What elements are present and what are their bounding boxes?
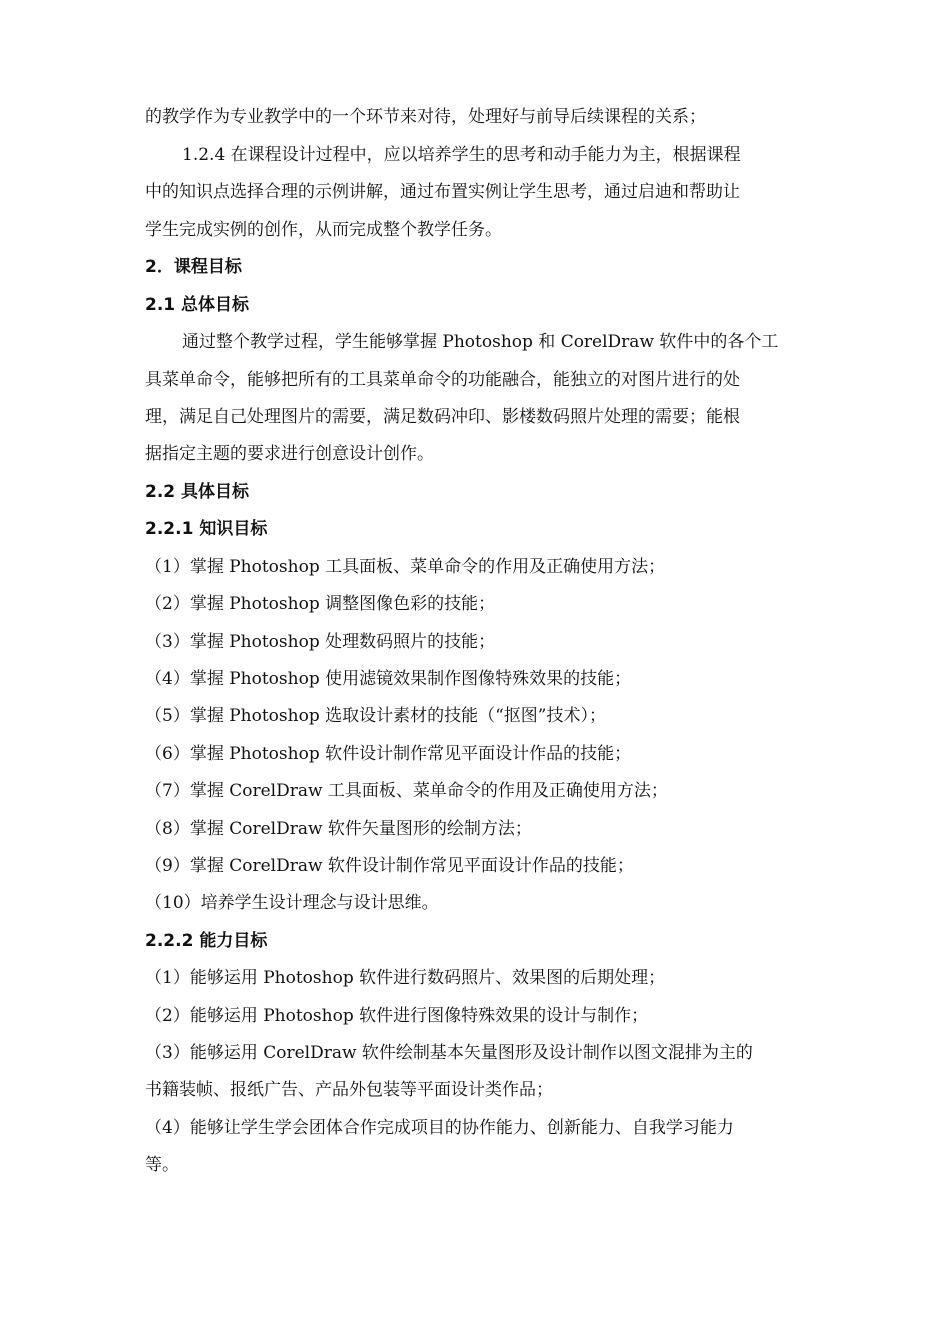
list-item: （1）掌握 Photoshop 工具面板、菜单命令的作用及正确使用方法；: [145, 557, 666, 577]
list-item: （7）掌握 CorelDraw 工具面板、菜单命令的作用及正确使用方法；: [145, 781, 668, 801]
section-heading: 2.2.2 能力目标: [145, 931, 268, 951]
paragraph-line: 理，满足自己处理图片的需要，满足数码冲印、影楼数码照片处理的需要；能根: [145, 407, 740, 427]
section-heading: 2.2.1 知识目标: [145, 519, 268, 539]
paragraph-line: 具菜单命令，能够把所有的工具菜单命令的功能融合，能独立的对图片进行的处: [145, 370, 740, 390]
list-item: （4）掌握 Photoshop 使用滤镜效果制作图像特殊效果的技能；: [145, 669, 632, 689]
paragraph-line: 中的知识点选择合理的示例讲解，通过布置实例让学生思考，通过启迪和帮助让: [145, 182, 740, 202]
list-item: （4）能够让学生学会团体合作完成项目的协作能力、创新能力、自我学习能力: [145, 1118, 734, 1138]
section-heading: 2.2 具体目标: [145, 482, 250, 502]
list-item: （2）掌握 Photoshop 调整图像色彩的技能；: [145, 594, 496, 614]
section-heading: 2．课程目标: [145, 257, 242, 277]
paragraph-line: 等。: [145, 1155, 179, 1175]
paragraph-line: 书籍装帧、报纸广告、产品外包装等平面设计类作品；: [145, 1080, 553, 1100]
paragraph-line: 据指定主题的要求进行创意设计创作。: [145, 444, 434, 464]
section-heading: 2.1 总体目标: [145, 295, 250, 315]
list-item: （1）能够运用 Photoshop 软件进行数码照片、效果图的后期处理；: [145, 968, 666, 988]
list-item: （9）掌握 CorelDraw 软件设计制作常见平面设计作品的技能；: [145, 856, 634, 876]
paragraph-line: 学生完成实例的创作，从而完成整个教学任务。: [145, 220, 502, 240]
list-item: （8）掌握 CorelDraw 软件矢量图形的绘制方法；: [145, 819, 532, 839]
paragraph-line: 通过整个教学过程，学生能够掌握 Photoshop 和 CorelDraw 软件中的各个工: [182, 332, 779, 352]
list-item: （2）能够运用 Photoshop 软件进行图像特殊效果的设计与制作；: [145, 1006, 649, 1026]
paragraph-line: 1.2.4 在课程设计过程中，应以培养学生的思考和动手能力为主，根据课程: [182, 145, 741, 165]
list-item: （3）掌握 Photoshop 处理数码照片的技能；: [145, 632, 496, 652]
list-item: （5）掌握 Photoshop 选取设计素材的技能（“抠图”技术）；: [145, 706, 606, 726]
list-item: （6）掌握 Photoshop 软件设计制作常见平面设计作品的技能；: [145, 744, 632, 764]
list-item: （10）培养学生设计理念与设计思维。: [145, 893, 439, 913]
list-item: （3）能够运用 CorelDraw 软件绘制基本矢量图形及设计制作以图文混排为主的: [145, 1043, 753, 1063]
paragraph-line: 的教学作为专业教学中的一个环节来对待，处理好与前导后续课程的关系；: [145, 107, 706, 127]
